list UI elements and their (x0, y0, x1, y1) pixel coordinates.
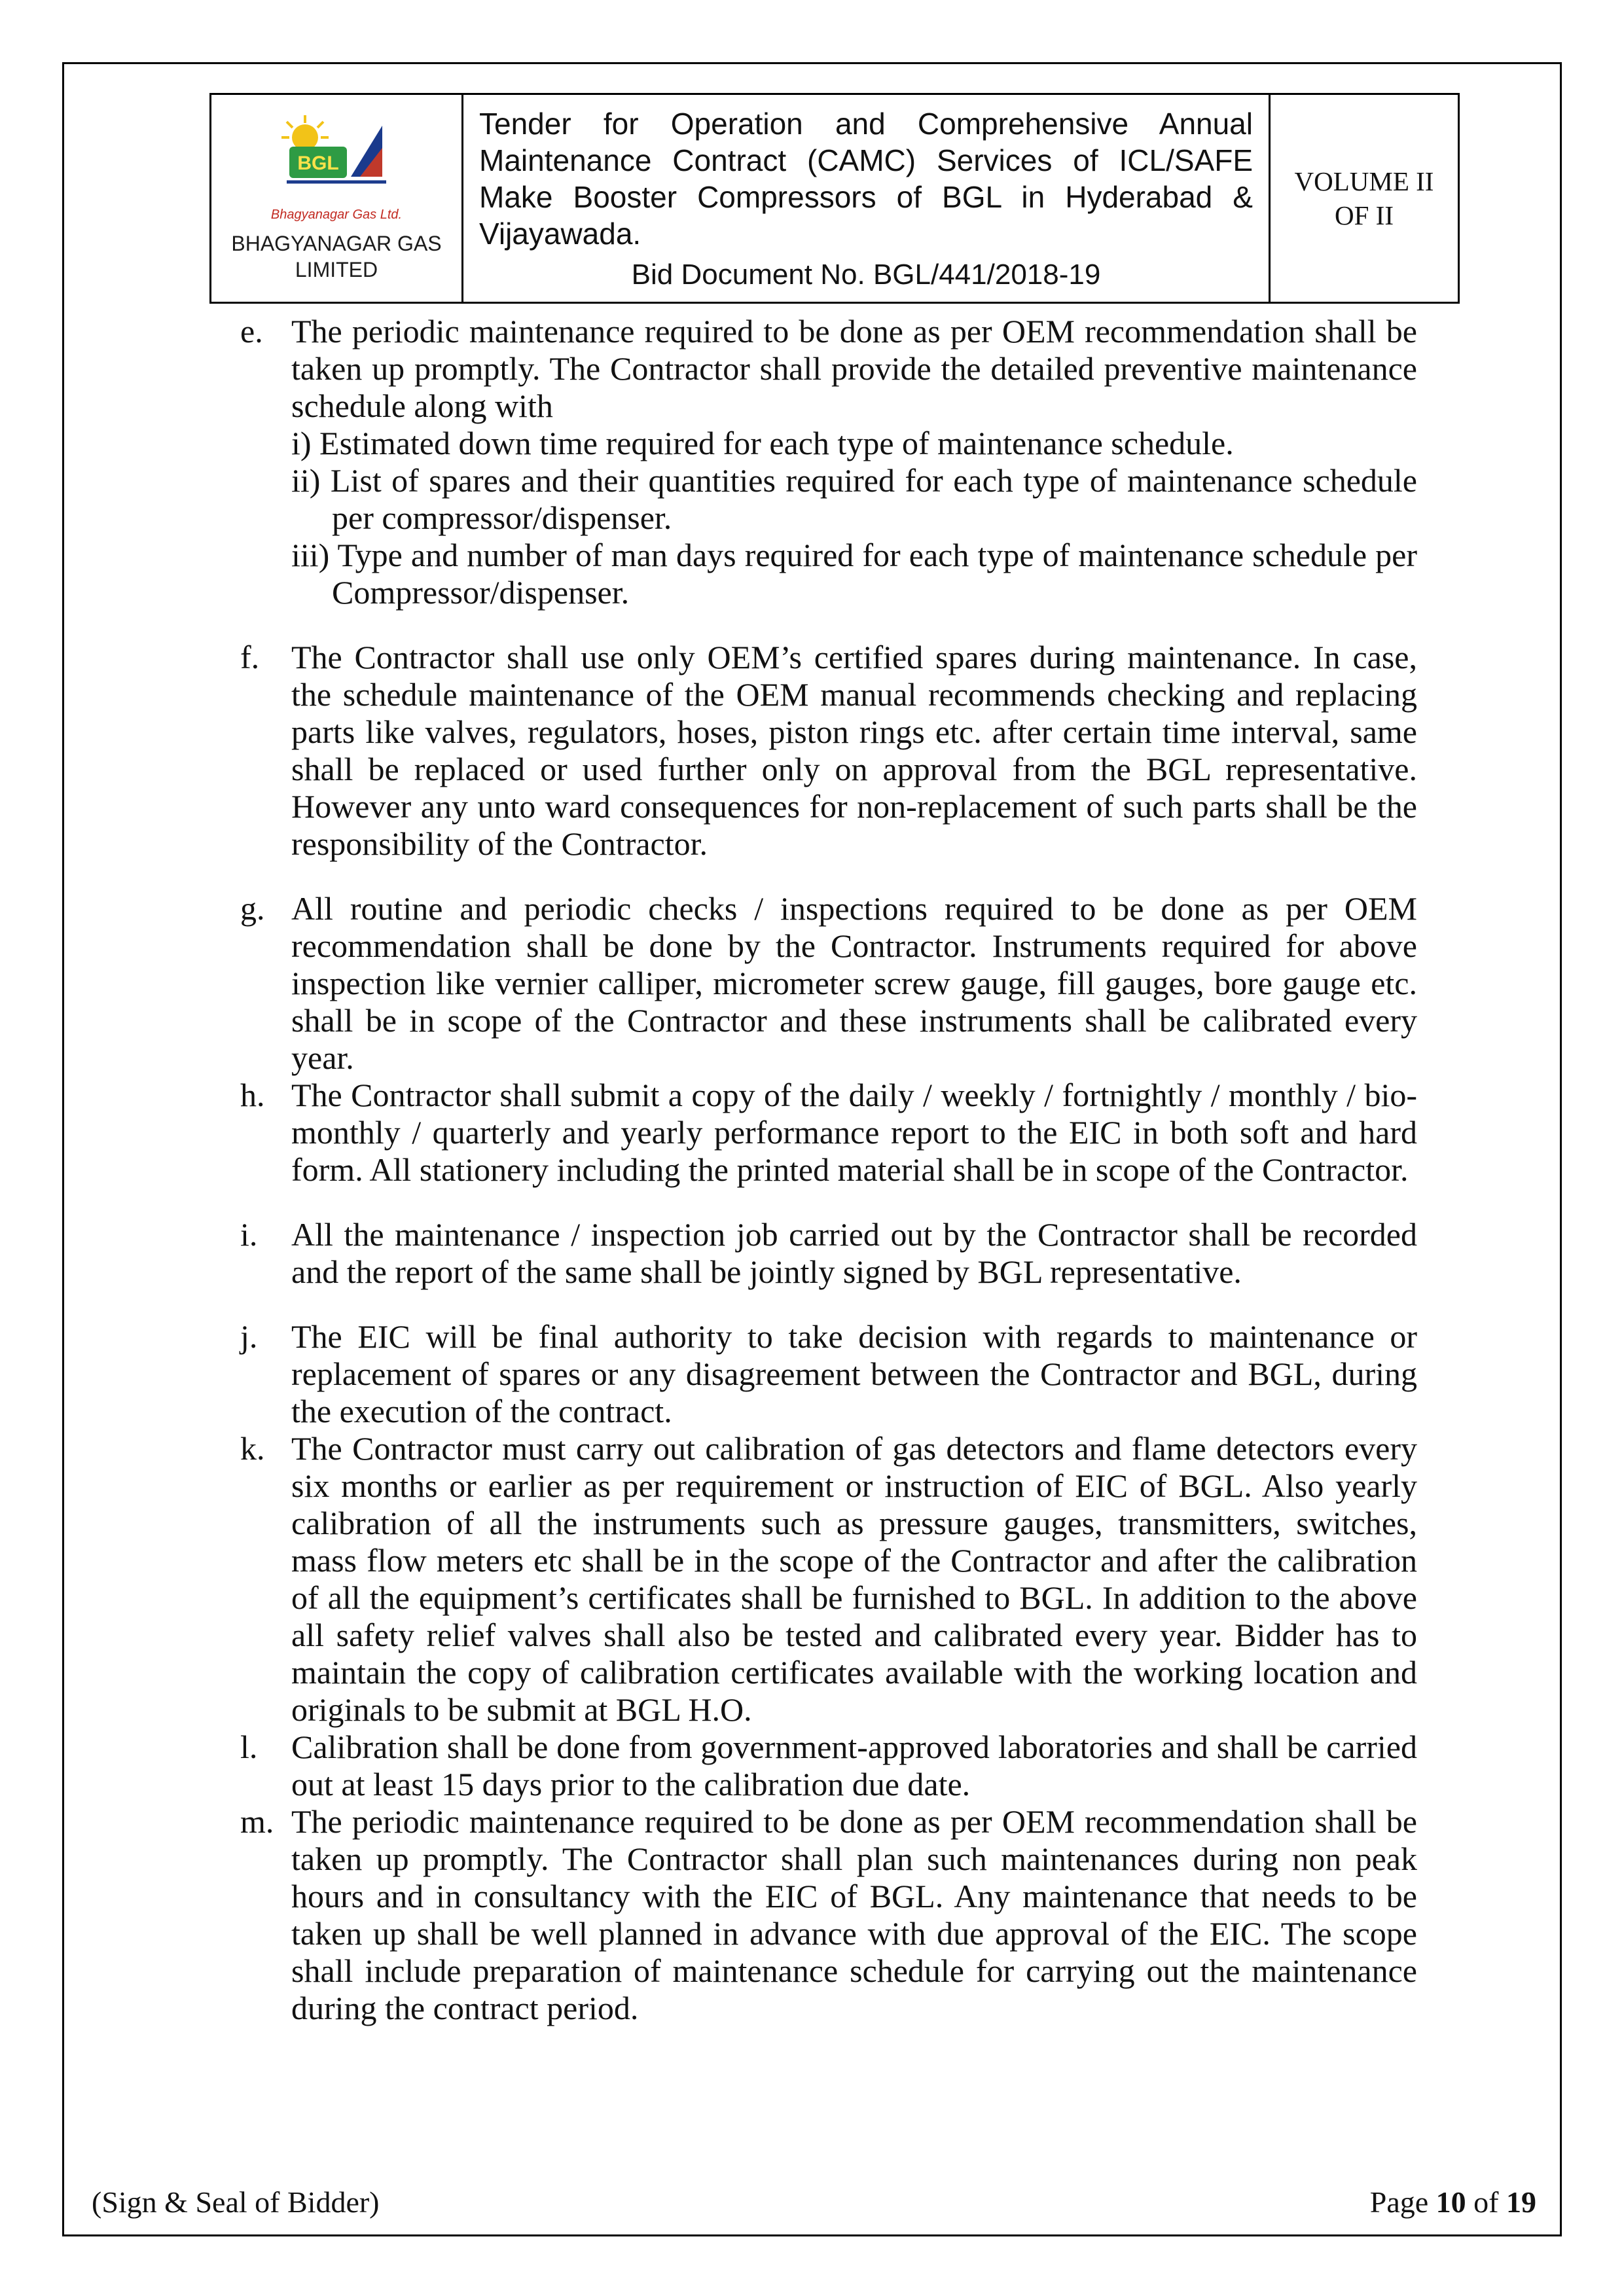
list-item-letter: i. (240, 1216, 258, 1253)
subitem-marker: i) (291, 425, 312, 461)
list-item-j (240, 1318, 1417, 1430)
list-item-m (240, 1803, 1417, 2027)
organization-name (231, 230, 441, 283)
page-number (1370, 2185, 1536, 2220)
sign-seal-note: (Sign & Seal of Bidder) (92, 2185, 380, 2219)
logo-cell (211, 95, 463, 302)
list-item-h (240, 1077, 1417, 1189)
list-item-text: All routine and periodic checks / inspections required to be done as per OEM recommendation shall be done by the Contractor. Instruments required for above inspection like vernier calliper, micrometer screw gauge, fill gauges, bore gauge etc. shall be in scope of the Contractor and these instruments shall be calibrated every year. (291, 890, 1417, 1076)
list-item-text: The periodic maintenance required to be done as per OEM recommendation shall be taken up promptly. The Contractor shall provide the detailed preventive maintenance schedule along with (291, 313, 1417, 424)
page-word: Page (1369, 2185, 1429, 2219)
subitem-text: Type and number of man days required for each type of maintenance schedule per Compressor/dispenser. (332, 537, 1417, 611)
list-item-text: Calibration shall be done from government-approved laboratories and shall be carried out at least 15 days prior to the calibration due date. (291, 1729, 1417, 1803)
organization-name-line1: BHAGYANAGAR GAS (231, 232, 442, 255)
list-item-text: The periodic maintenance required to be done as per OEM recommendation shall be taken up promptly. The Contractor shall plan such maintenances during non peak hours and in consultancy with the EIC of BGL. Any maintenance that needs to be taken up shall be well planned in advance with due approval of the EIC. The scope shall include preparation of maintenance schedule for carrying out the maintenance during the contract period. (291, 1803, 1417, 2026)
list-item-letter: k. (240, 1430, 265, 1467)
list-item-letter: f. (240, 639, 260, 675)
subitem-marker: iii) (291, 537, 330, 573)
of-word: of (1473, 2185, 1499, 2219)
volume-line2: OF II (1335, 200, 1394, 230)
list-item-letter: g. (240, 890, 265, 927)
document-title: Tender for Operation and Comprehensive Annual Maintenance Contract (CAMC) Services of ICL/SAFE Make Booster Compressors of BGL in Hyderabad & Vijayawada. (479, 107, 1253, 251)
volume-line1: VOLUME II (1294, 166, 1434, 196)
list-item-letter: h. (240, 1077, 265, 1113)
organization-name-line2: LIMITED (295, 258, 378, 281)
list-item-l (240, 1729, 1417, 1803)
list-item-f (240, 639, 1417, 863)
title-cell (463, 95, 1271, 302)
list-item-text: The Contractor shall submit a copy of the daily / weekly / fortnightly / monthly / bio-monthly / quarterly and yearly performance report to the EIC in both soft and hard form. All stationery including the printed material shall be in scope of the Contractor. (291, 1077, 1417, 1188)
header-table (209, 93, 1460, 304)
list-subitem-ii (291, 462, 1417, 537)
page-footer (92, 2185, 1536, 2220)
document-body (240, 313, 1417, 2027)
list-item-text: The Contractor must carry out calibration of gas detectors and flame detectors every six months or earlier as per requirement or instruction of EIC of BGL. Also yearly calibration of all the instruments such as pressure gauges, transmitters, switches, mass flow meters etc shall be in the scope of the Contractor and after the calibration of all the equipment’s certificates shall be furnished to BGL. In addition to the above all safety relief valves shall also be tested and calibrated every year. Bidder has to maintain the copy of calibration certificates available with the working location and originals to be submit at BGL H.O. (291, 1430, 1417, 1728)
list-item-text: All the maintenance / inspection job carried out by the Contractor shall be recorded and the report of the same shall be jointly signed by BGL representative. (291, 1216, 1417, 1290)
page-border (62, 62, 1562, 2236)
list-item-i (240, 1216, 1417, 1291)
list-subitem-iii (291, 537, 1417, 611)
subitem-text: Estimated down time required for each type of maintenance schedule. (319, 425, 1234, 461)
volume-cell (1271, 95, 1458, 302)
list-item-letter: e. (240, 313, 263, 350)
list-subitem-i (291, 425, 1417, 462)
subitem-marker: ii) (291, 462, 321, 499)
list-item-letter: j. (240, 1318, 258, 1355)
company-logo-icon (278, 114, 395, 206)
list-item-letter: l. (240, 1729, 258, 1765)
logo-caption: Bhagyanagar Gas Ltd. (270, 207, 403, 222)
list-item-text: The EIC will be final authority to take decision with regards to maintenance or replacement of spares or any disagreement between the Contractor and BGL, during the execution of the contract. (291, 1318, 1417, 1429)
page-total: 19 (1506, 2185, 1536, 2219)
list-item-letter: m. (240, 1803, 274, 1840)
bid-document-number: Bid Document No. BGL/441/2018-19 (631, 259, 1101, 291)
list-item-k (240, 1430, 1417, 1729)
list-item-g (240, 890, 1417, 1077)
page-current: 10 (1435, 2185, 1466, 2219)
list-item-text: The Contractor shall use only OEM’s certified spares during maintenance. In case, the schedule maintenance of the OEM manual recommends checking and replacing parts like valves, regulators, hoses, piston rings etc. after certain time interval, same shall be replaced or used further only on approval from the BGL representative. However any unto ward consequences for non-replacement of such parts shall be the responsibility of the Contractor. (291, 639, 1417, 862)
list-item-e (240, 313, 1417, 611)
logo-monogram: BGL (297, 152, 339, 174)
subitem-text: List of spares and their quantities required for each type of maintenance schedule per compressor/dispenser. (330, 462, 1417, 536)
